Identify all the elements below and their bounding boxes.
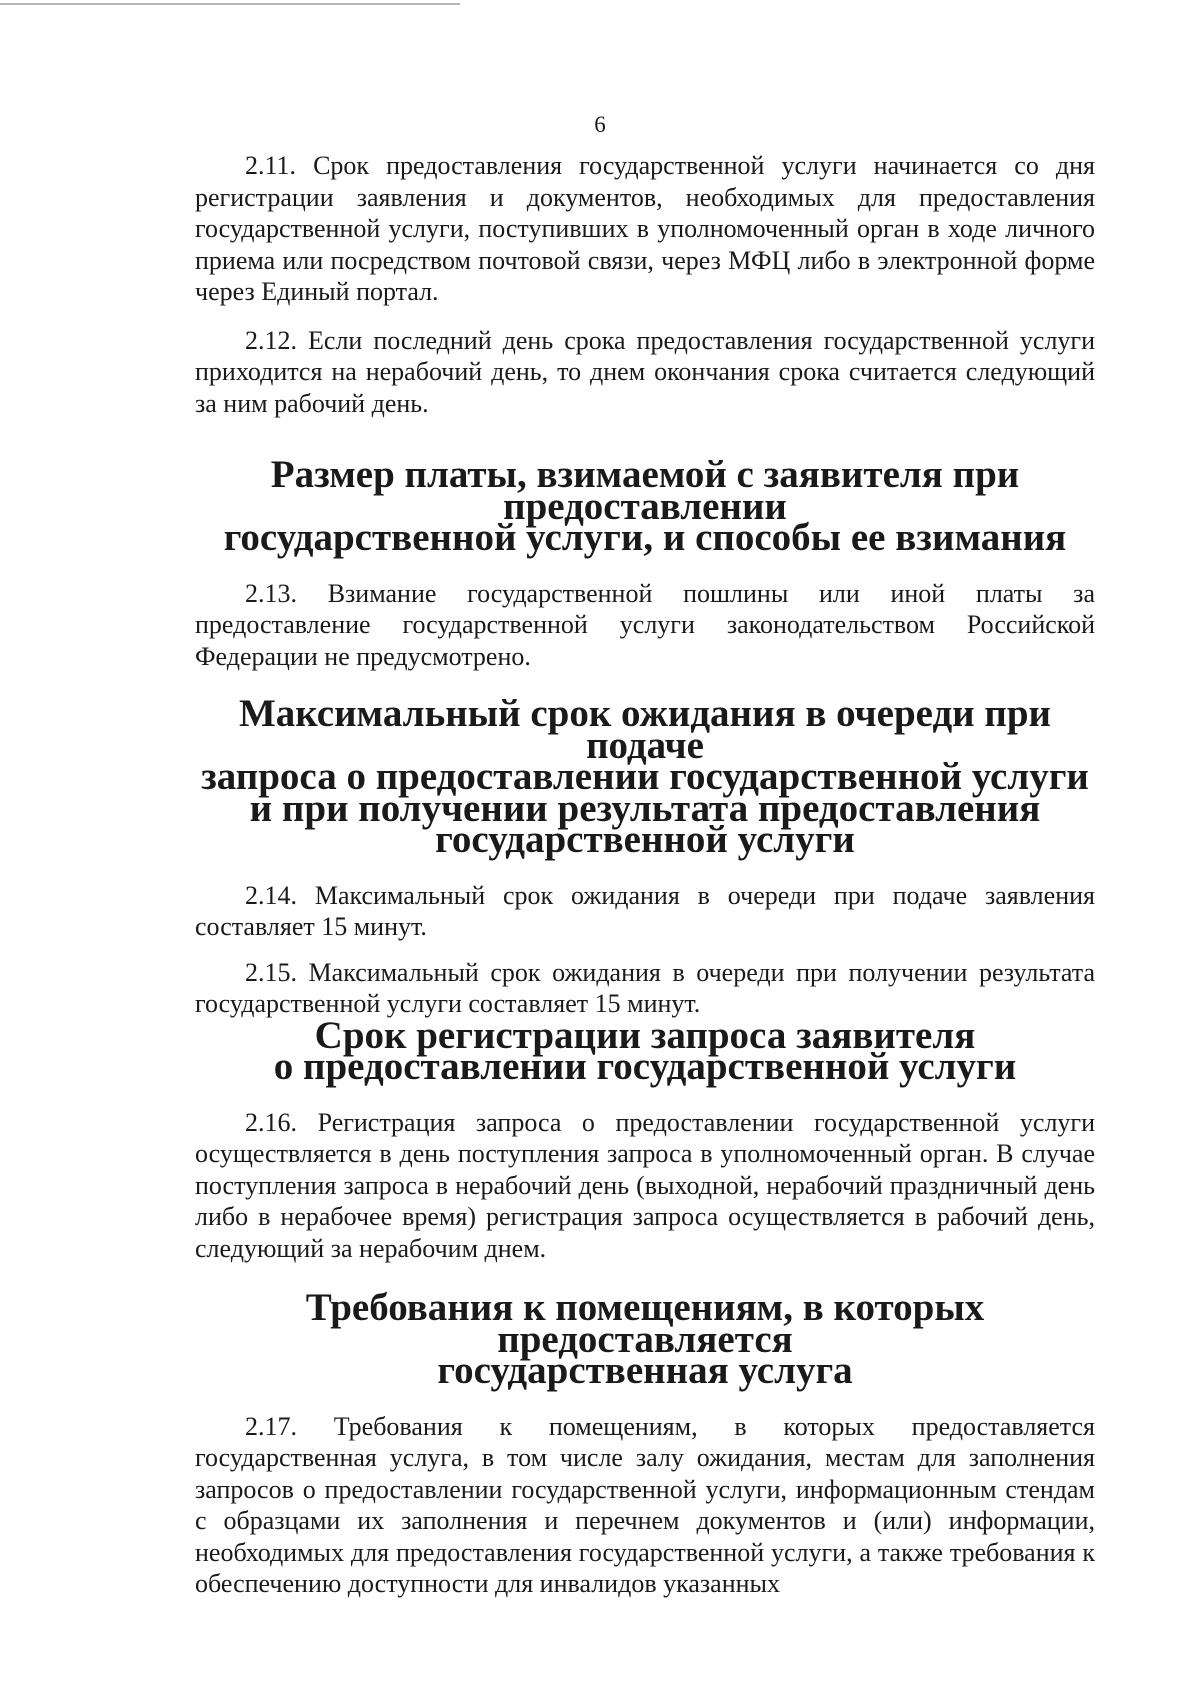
heading-premises-line-1: Требования к помещениям, в которых предоставляется <box>305 1286 985 1361</box>
heading-fee-line-1: Размер платы, взимаемой с заявителя при предоставлении <box>270 453 1020 528</box>
heading-queue <box>195 692 1095 861</box>
paragraph-2-16: 2.16. Регистрация запроса о предоставлении государственной услуги осуществляется в день поступления запроса в уполномоченный орган. В случае поступления запроса в нерабочий день (выходной, нерабочий праздничный день либо в нерабочее время) регистрация запроса осуществляется в рабочий день, следующий за нерабочим днем. <box>195 1107 1095 1263</box>
heading-premises <box>195 1286 1095 1392</box>
paragraph-2-17: 2.17. Требования к помещениям, в которых предоставляется государственная услуга, в том числе залу ожидания, местам для заполнения запросов о предоставлении государственной услуги, информационным стендам с образцами их заполнения и перечнем документов и (или) информации, необходимых для предоставления государственной услуги, а также требования к обеспечению доступности для инвалидов указанных <box>195 1411 1095 1598</box>
paragraph-2-11: 2.11. Срок предоставления государственной услуги начинается со дня регистрации заявления и документов, необходимых для предоставления государственной услуги, поступивших в уполномоченный орган в ходе личного приема или посредством почтовой связи, через МФЦ либо в электронной форме через Единый портал. <box>195 151 1095 306</box>
heading-registration <box>195 1013 1095 1088</box>
scan-edge-line <box>0 3 460 5</box>
heading-queue-line-1: Максимальный срок ожидания в очереди при подаче <box>238 692 1052 767</box>
paragraph-2-15: 2.15. Максимальный срок ожидания в очереди при получении результата государственной услуги составляет 15 минут. <box>195 957 1095 1018</box>
heading-queue-line-3: и при получении результата предоставления <box>249 786 1041 830</box>
heading-fee-line-2: государственной услуги, и способы ее взимания <box>223 516 1067 559</box>
heading-queue-line-2: запроса о предоставлении государственной услуги <box>201 755 1089 798</box>
page-number: 6 <box>594 112 606 137</box>
paragraph-2-12: 2.12. Если последний день срока предоставления государственной услуги приходится на нерабочий день, то днем окончания срока считается следующий за ним рабочий день. <box>195 325 1095 418</box>
paragraph-2-14: 2.14. Максимальный срок ожидания в очереди при подаче заявления составляет 15 минут. <box>195 880 1095 941</box>
heading-registration-line-1: Срок регистрации запроса заявителя <box>314 1013 976 1057</box>
document-body <box>195 150 1095 1600</box>
heading-premises-line-2: государственная услуга <box>437 1349 853 1392</box>
paragraph-2-13: 2.13. Взимание государственной пошлины или иной платы за предоставление государственной услуги законодательством Российской Федерации не предусмотрено. <box>195 578 1095 671</box>
heading-queue-line-4: государственной услуги <box>435 818 855 861</box>
heading-registration-line-2: о предоставлении государственной услуги <box>273 1045 1017 1088</box>
heading-fee <box>195 453 1095 559</box>
